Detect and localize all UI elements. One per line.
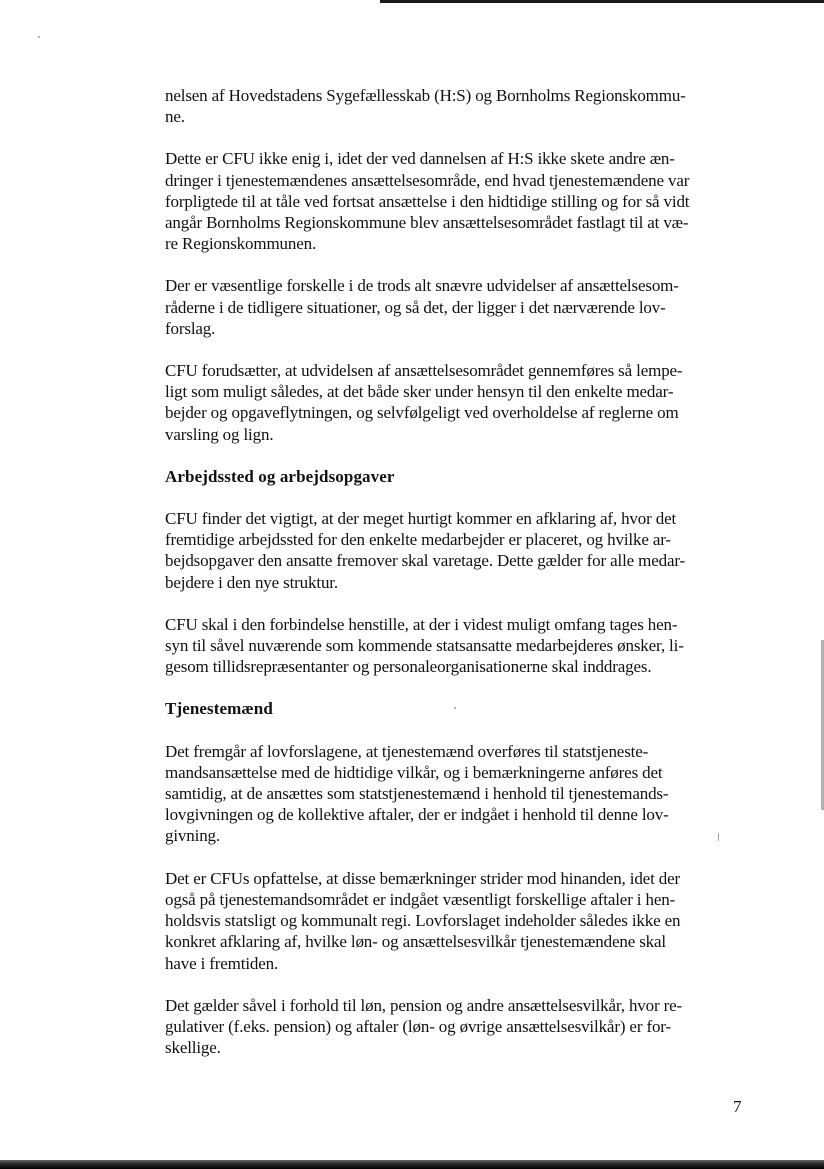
text-line: varsling og lign. — [165, 424, 274, 444]
text-line: CFU forudsætter, at udvidelsen af ansættelsesområdet gennemføres så lempe- — [165, 361, 683, 381]
page-number: 7 — [733, 1097, 742, 1116]
paragraph-continuation — [165, 85, 745, 127]
text-line: råderne i de tidligere situationer, og så det, der ligger i det nærværende lov- — [165, 297, 666, 317]
text-line: samtidig, at de ansættes som statstjenestemænd i henhold til tjenestemands- — [165, 784, 669, 804]
text-line: bejdsopgaver den ansatte fremover skal varetage. Dette gælder for alle medar- — [165, 551, 686, 571]
paragraph-cfu-opinion — [165, 868, 745, 974]
scan-speck — [38, 36, 40, 38]
scan-bottom-border — [0, 1160, 824, 1169]
paragraph-cfu-disagreement — [165, 148, 745, 254]
paragraph-employee-wishes — [165, 614, 745, 678]
text-line: gulativer (f.eks. pension) og aftaler (løn- og øvrige ansættelsesvilkår) er for- — [165, 1016, 671, 1036]
paragraph-cfu-assumes — [165, 360, 745, 445]
section-heading-arbejdssted: Arbejdssted og arbejdsopgaver — [165, 466, 395, 486]
text-line: forslag. — [165, 318, 216, 338]
text-line: givning. — [165, 826, 220, 846]
text-line: re Regionskommunen. — [165, 234, 317, 254]
text-line: CFU skal i den forbindelse henstille, at der i videst muligt omfang tages hen- — [165, 614, 678, 634]
text-line: bejder og opgaveflytningen, og selvfølgeligt ved overholdelse af reglerne om — [165, 403, 679, 423]
text-line: ligt som muligt således, at det både sker under hensyn til den enkelte medar- — [165, 382, 674, 402]
text-line: mandsansættelse med de hidtidige vilkår, og i bemærkningerne anføres det — [165, 762, 663, 782]
text-line: Det er CFUs opfattelse, at disse bemærkninger strider mod hinanden, idet der — [165, 868, 681, 888]
text-line: Det fremgår af lovforslagene, at tjenestemænd overføres til statstjeneste- — [165, 741, 649, 761]
text-line: angår Bornholms Regionskommune blev ansættelsesområdet fastlagt til at væ- — [165, 213, 689, 233]
text-line: fremtidige arbejdssted for den enkelte medarbejder er placeret, og hvilke ar- — [165, 530, 671, 550]
text-line: Det gælder såvel i forhold til løn, pension og andre ansættelsesvilkår, hvor re- — [165, 995, 683, 1015]
text-line: holdsvis statsligt og kommunalt regi. Lovforslaget indeholder således ikke en — [165, 911, 681, 931]
paragraph-differences — [165, 275, 745, 339]
paragraph-pay-pension — [165, 995, 745, 1059]
text-line: dringer i tjenestemændenes ansættelsesområde, end hvad tjenestemændene var — [165, 170, 690, 190]
text-line: bejdere i den nye struktur. — [165, 572, 338, 592]
text-line: nelsen af Hovedstadens Sygefællesskab (H:S) og Bornholms Regionskommu- — [165, 86, 686, 105]
text-line: ne. — [165, 107, 185, 127]
paragraph-civil-servants-transfer — [165, 741, 745, 847]
text-line: lovgivningen og de kollektive aftaler, der er indgået i henhold til denne lov- — [165, 805, 669, 825]
paragraph-workplace-clarification — [165, 508, 745, 593]
scan-top-border — [380, 0, 824, 3]
text-line: CFU finder det vigtigt, at der meget hurtigt kommer en afklaring af, hvor det — [165, 509, 677, 529]
page-body — [165, 85, 745, 1079]
text-line: forpligtede til at tåle ved fortsat ansættelse i den hidtidige stilling og for så vidt — [165, 191, 690, 211]
text-line: skellige. — [165, 1038, 221, 1058]
text-line: også på tjenestemandsområdet er indgået væsentligt forskellige aftaler i hen- — [165, 889, 676, 909]
text-line: have i fremtiden. — [165, 953, 279, 973]
text-line: Dette er CFU ikke enig i, idet der ved dannelsen af H:S ikke skete andre æn- — [165, 149, 675, 169]
text-line: konkret afklaring af, hvilke løn- og ansættelsesvilkår tjenestemændene skal — [165, 932, 666, 952]
section-heading-tjenestemaend: Tjenestemænd — [165, 699, 273, 719]
text-line: syn til såvel nuværende som kommende statsansatte medarbejderes ønsker, li- — [165, 636, 684, 656]
text-line: Der er væsentlige forskelle i de trods alt snævre udvidelser af ansættelsesom- — [165, 276, 679, 296]
text-line: gesom tillidsrepræsentanter og personaleorganisationerne skal inddrages. — [165, 657, 652, 677]
